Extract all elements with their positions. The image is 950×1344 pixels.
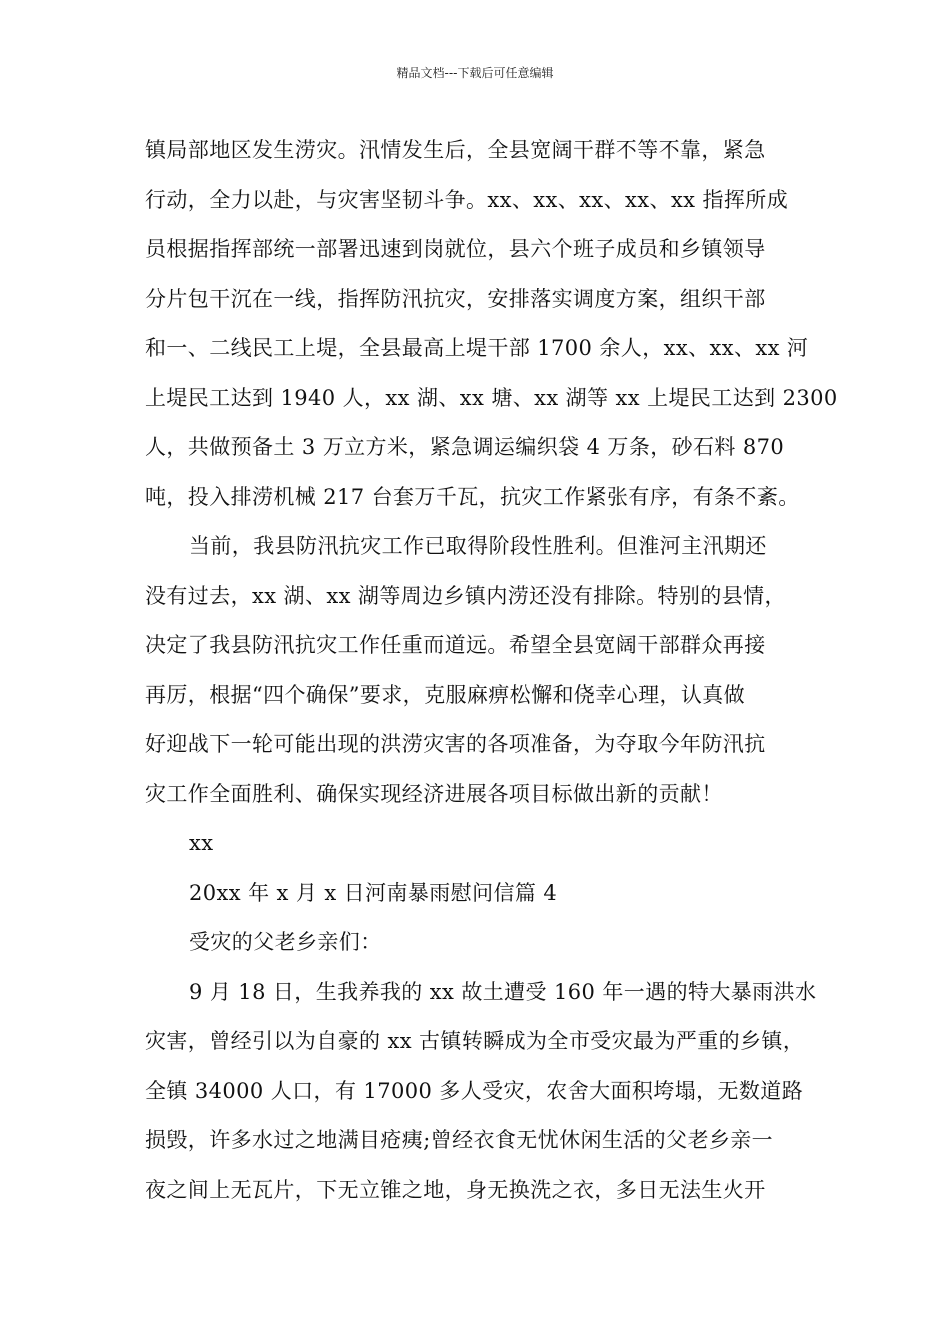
- text-line: 损毁，许多水过之地满目疮痍;曾经衣食无忧休闲生活的父老乡亲一: [145, 1128, 774, 1152]
- section-title-line: 20xx 年 x 月 x 日河南暴雨慰问信篇 4: [189, 880, 558, 905]
- document-body: [145, 126, 838, 1215]
- text-line: 吨，投入排涝机械 217 台套万千瓦，抗灾工作紧张有序，有条不紊。: [145, 484, 800, 509]
- text-line: 行动，全力以赴，与灾害坚韧斗争。xx、xx、xx、xx、xx 指挥所成: [145, 187, 789, 212]
- text-line: 没有过去，xx 湖、xx 湖等周边乡镇内涝还没有排除。特别的县情，: [145, 583, 786, 608]
- text-line: 全镇 34000 人口，有 17000 多人受灾，农舍大面积垮塌，无数道路: [145, 1078, 804, 1103]
- salutation-line: 受灾的父老乡亲们：: [189, 930, 382, 954]
- page-header: 精品文档---下载后可任意编辑: [396, 66, 554, 80]
- text-line: 员根据指挥部统一部署迅速到岗就位，县六个班子成员和乡镇领导: [145, 237, 766, 261]
- text-line: 再厉，根据“四个确保”要求，克服麻痹松懈和侥幸心理，认真做: [145, 682, 746, 707]
- text-line: 上堤民工达到 1940 人，xx 湖、xx 塘、xx 湖等 xx 上堤民工达到 2300: [145, 385, 838, 410]
- paragraph-start-line: 9 月 18 日，生我养我的 xx 故土遭受 160 年一遇的特大暴雨洪水: [189, 979, 817, 1004]
- text-line: 好迎战下一轮可能出现的洪涝灾害的各项准备，为夺取今年防汛抗: [145, 732, 766, 756]
- text-line: 决定了我县防汛抗灾工作任重而道远。希望全县宽阔干部群众再接: [145, 633, 766, 657]
- text-line: 人，共做预备土 3 万立方米，紧急调运编织袋 4 万条，砂石料 870: [145, 435, 785, 459]
- text-line: 灾害，曾经引以为自豪的 xx 古镇转瞬成为全市受灾最为严重的乡镇，: [145, 1029, 805, 1053]
- text-line: 夜之间上无瓦片，下无立锥之地，身无换洗之衣，多日无法生火开: [145, 1177, 766, 1202]
- text-line: 分片包干沉在一线，指挥防汛抗灾，安排落实调度方案，组织干部: [145, 286, 766, 311]
- text-line: 灾工作全面胜利、确保实现经济进展各项目标做出新的贡献！: [145, 781, 723, 806]
- text-line: 和一、二线民工上堤，全县最高上堤干部 1700 余人，xx、xx、xx 河: [145, 336, 809, 360]
- text-line: 镇局部地区发生涝灾。汛情发生后，全县宽阔干群不等不靠，紧急: [145, 138, 766, 162]
- signature-line: xx: [189, 831, 214, 855]
- paragraph-start-line: 当前，我县防汛抗灾工作已取得阶段性胜利。但淮河主汛期还: [189, 534, 767, 558]
